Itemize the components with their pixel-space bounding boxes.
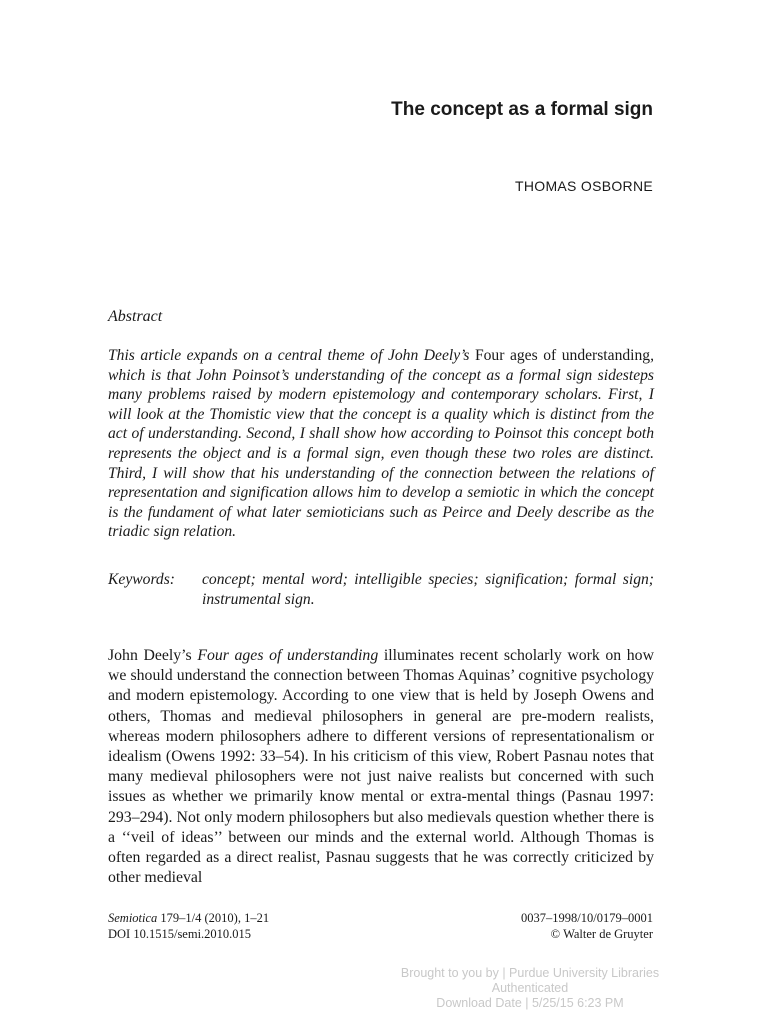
watermark-line-2: Authenticated xyxy=(491,981,569,995)
article-title: The concept as a formal sign xyxy=(391,99,653,120)
body-book-title: Four ages of understanding xyxy=(197,647,379,664)
keywords-list: concept; mental word; intelligible species; signification; formal sign; instrumental sign. xyxy=(202,571,654,608)
abstract-text-part2: , which is that John Poinsot’s understanding of the concept as a formal sign sidesteps many problems raised by modern epistemology and contemporary scholars. First, I will look at the Thomistic view that the concept is a quality which is distinct from the act of understanding. Second, I shall show how according to Poinsot this concept both represents the object and is a formal sign, even though these two roles are distinct. Third, I will show that his understanding of the connection between the relations of representation and signification allows him to develop a semiotic in which the concept is the fundament of what later semioticians such as Peirce and Deely describe as the triadic sign relation. xyxy=(108,347,654,541)
body-paragraph xyxy=(108,646,654,888)
journal-citation: 179–1/4 (2010), 1–21 xyxy=(157,911,270,925)
abstract-heading: Abstract xyxy=(108,308,163,325)
watermark-line-3: Download Date | 5/25/15 6:23 PM xyxy=(436,996,624,1010)
keywords-label: Keywords: xyxy=(108,571,175,588)
footer-publisher xyxy=(521,910,653,942)
watermark-line-1: Brought to you by | Purdue University Libraries xyxy=(400,966,660,980)
body-text-part1: John Deely’s xyxy=(108,647,198,664)
publisher-text: © Walter de Gruyter xyxy=(550,927,653,941)
keywords xyxy=(108,570,654,609)
abstract-text xyxy=(108,346,654,542)
doi-text: DOI 10.1515/semi.2010.015 xyxy=(108,927,252,941)
body-text-part2: illuminates recent scholarly work on how we should understand the connection between Thomas Aquinas’ cognitive psychology and modern epistemology. According to one view that is held by Joseph Owens and others, Thomas and medieval philosophers in general are pre-modern realists, whereas modern philosophers adhere to different versions of representationalism or idealism (Owens 1992: 33–54). In his criticism of this view, Robert Pasnau notes that many medieval philosophers were not just naive realists but concerned with such issues as whether we primarily know mental or extra-mental things (Pasnau 1997: 293–294). Not only modern philosophers but also medievals question whether there is a ‘‘veil of ideas’’ between our minds and the external world. Although Thomas is often regarded as a direct realist, Pasnau suggests that he was correctly criticized by other medieval xyxy=(108,647,654,887)
journal-name: Semiotica xyxy=(108,911,158,925)
author-name: THOMAS OSBORNE xyxy=(515,178,653,194)
download-watermark xyxy=(330,966,730,1011)
abstract-book-title: Four ages of understanding xyxy=(474,347,651,364)
abstract-text-part1: This article expands on a central theme of John Deely’s xyxy=(108,347,475,364)
footer-citation xyxy=(108,910,269,942)
issn-text: 0037–1998/10/0179–0001 xyxy=(521,911,653,925)
footer-journal-line xyxy=(108,910,269,926)
